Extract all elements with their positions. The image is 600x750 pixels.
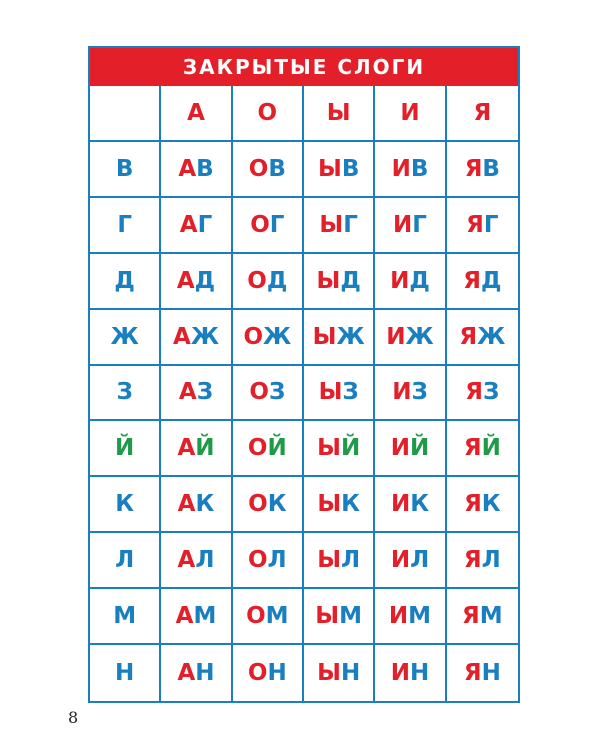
syllable-vowel: А bbox=[176, 267, 195, 294]
syllable-vowel: А bbox=[177, 547, 196, 574]
consonant-cell bbox=[90, 589, 161, 645]
table-title: ЗАКРЫТЫЕ СЛОГИ bbox=[90, 48, 518, 86]
syllable-cell bbox=[304, 421, 375, 477]
syllable-consonant: Л bbox=[341, 547, 361, 574]
syllable-consonant: К bbox=[481, 491, 501, 518]
syllable-cell bbox=[304, 645, 375, 701]
syllable-consonant: М bbox=[479, 603, 503, 630]
syllable-vowel: О bbox=[246, 603, 266, 630]
syllable-cell bbox=[447, 421, 518, 477]
syllable-cell bbox=[447, 198, 518, 254]
vowel-header-cell bbox=[233, 86, 304, 142]
syllable-consonant: Й bbox=[267, 435, 287, 462]
syllable-cell bbox=[233, 198, 304, 254]
vowel-header-cell bbox=[447, 86, 518, 142]
syllable-vowel: Я bbox=[463, 435, 482, 462]
syllable-vowel: Ы bbox=[312, 323, 337, 350]
syllable-consonant: Л bbox=[410, 547, 430, 574]
syllable-cell bbox=[375, 366, 446, 422]
syllable-consonant: Ж bbox=[190, 323, 219, 350]
syllable-vowel: Ы bbox=[316, 267, 341, 294]
syllable-consonant: Й bbox=[409, 435, 430, 462]
syllable-vowel: А bbox=[177, 660, 196, 687]
syllable-cell bbox=[375, 198, 446, 254]
syllable-cell bbox=[233, 645, 304, 701]
syllable-cell bbox=[161, 366, 232, 422]
syllable-vowel: А bbox=[173, 323, 191, 350]
syllable-consonant: Й bbox=[340, 435, 361, 462]
syllable-consonant: В bbox=[196, 155, 214, 182]
syllable-cell bbox=[304, 198, 375, 254]
syllable-cell bbox=[447, 589, 518, 645]
vowel-letter: О bbox=[257, 99, 278, 126]
syllable-cell bbox=[233, 477, 304, 533]
syllable-vowel: Я bbox=[463, 267, 481, 294]
consonant-cell bbox=[90, 198, 161, 254]
syllable-vowel: И bbox=[390, 435, 410, 462]
syllable-cell bbox=[233, 254, 304, 310]
consonant-cell bbox=[90, 254, 161, 310]
consonant-letter: Й bbox=[115, 435, 135, 462]
syllable-consonant: Й bbox=[481, 435, 501, 462]
syllable-consonant: Д bbox=[340, 267, 361, 294]
syllable-vowel: И bbox=[386, 323, 406, 350]
syllable-vowel: И bbox=[392, 379, 412, 406]
vowel-letter: Я bbox=[473, 99, 492, 126]
syllable-cell bbox=[233, 533, 304, 589]
syllable-vowel: О bbox=[249, 379, 269, 406]
consonant-letter: Д bbox=[114, 267, 135, 294]
syllable-cell bbox=[161, 421, 232, 477]
syllable-vowel: А bbox=[179, 211, 198, 238]
syllable-vowel: О bbox=[248, 155, 269, 182]
syllable-consonant: З bbox=[342, 379, 359, 406]
consonant-letter: Ж bbox=[110, 323, 139, 350]
syllable-vowel: Я bbox=[466, 211, 484, 238]
corner-cell bbox=[90, 86, 161, 142]
syllable-consonant: Н bbox=[409, 660, 430, 687]
syllable-cell bbox=[447, 533, 518, 589]
syllable-cell bbox=[375, 421, 446, 477]
syllable-cell bbox=[233, 310, 304, 366]
syllable-consonant: Д bbox=[194, 267, 216, 294]
syllable-vowel: А bbox=[178, 155, 197, 182]
syllable-consonant: Н bbox=[340, 660, 361, 687]
syllable-cell bbox=[161, 198, 232, 254]
syllable-vowel: И bbox=[388, 603, 409, 630]
syllable-vowel: Я bbox=[464, 155, 483, 182]
syllable-cell bbox=[304, 142, 375, 198]
vowel-letter: Ы bbox=[326, 99, 351, 126]
syllable-consonant: Ж bbox=[477, 323, 506, 350]
syllable-cell bbox=[161, 142, 232, 198]
syllable-consonant: Д bbox=[480, 267, 502, 294]
syllable-cell bbox=[304, 477, 375, 533]
syllable-consonant: Д bbox=[266, 267, 288, 294]
syllable-vowel: А bbox=[178, 379, 197, 406]
syllable-consonant: Л bbox=[195, 547, 215, 574]
syllable-vowel: Я bbox=[464, 491, 482, 518]
syllable-cell bbox=[233, 366, 304, 422]
syllable-vowel: А bbox=[177, 491, 196, 518]
syllable-vowel: О bbox=[243, 323, 264, 350]
syllable-vowel: О bbox=[247, 547, 268, 574]
syllable-consonant: К bbox=[267, 491, 287, 518]
syllable-consonant: Г bbox=[269, 211, 285, 238]
syllable-cell bbox=[375, 477, 446, 533]
syllable-consonant: З bbox=[268, 379, 286, 406]
syllable-consonant: М bbox=[193, 603, 217, 630]
syllable-consonant: М bbox=[339, 603, 363, 630]
consonant-cell bbox=[90, 477, 161, 533]
syllable-consonant: Д bbox=[409, 267, 430, 294]
vowel-letter: И bbox=[400, 99, 420, 126]
syllable-cell bbox=[447, 310, 518, 366]
syllable-vowel: И bbox=[393, 211, 413, 238]
syllable-consonant: З bbox=[196, 379, 214, 406]
consonant-cell bbox=[90, 142, 161, 198]
consonant-letter: К bbox=[115, 491, 135, 518]
syllable-cell bbox=[447, 366, 518, 422]
syllable-cell bbox=[304, 533, 375, 589]
syllable-consonant: Ж bbox=[263, 323, 292, 350]
consonant-cell bbox=[90, 645, 161, 701]
consonant-cell bbox=[90, 310, 161, 366]
syllable-vowel: Ы bbox=[315, 603, 340, 630]
consonant-letter: В bbox=[115, 155, 134, 182]
syllable-vowel: Я bbox=[462, 603, 480, 630]
vowel-header-cell bbox=[304, 86, 375, 142]
syllable-vowel: О bbox=[250, 211, 270, 238]
syllable-cell bbox=[233, 589, 304, 645]
syllable-cell bbox=[375, 254, 446, 310]
syllable-vowel: Ы bbox=[317, 155, 342, 182]
consonant-cell bbox=[90, 533, 161, 589]
syllable-vowel: А bbox=[175, 603, 194, 630]
syllable-vowel: О bbox=[247, 435, 268, 462]
syllable-vowel: И bbox=[390, 491, 411, 518]
vowel-header-cell bbox=[375, 86, 446, 142]
vowel-letter: А bbox=[187, 99, 205, 126]
syllable-consonant: Ж bbox=[405, 323, 434, 350]
syllable-cell bbox=[447, 254, 518, 310]
syllable-table bbox=[88, 46, 520, 703]
syllable-vowel: И bbox=[391, 155, 411, 182]
syllable-cell bbox=[375, 645, 446, 701]
syllable-vowel: И bbox=[390, 267, 410, 294]
syllable-cell bbox=[375, 533, 446, 589]
syllable-cell bbox=[161, 645, 232, 701]
syllable-consonant: З bbox=[483, 379, 500, 406]
syllable-cell bbox=[375, 589, 446, 645]
page-number: 8 bbox=[68, 708, 79, 727]
syllable-consonant: Н bbox=[481, 660, 501, 687]
consonant-cell bbox=[90, 421, 161, 477]
syllable-vowel: О bbox=[247, 267, 267, 294]
consonant-letter: Л bbox=[115, 547, 135, 574]
syllable-consonant: З bbox=[411, 379, 428, 406]
syllable-vowel: Ы bbox=[317, 435, 341, 462]
syllable-cell bbox=[161, 310, 232, 366]
consonant-cell bbox=[90, 366, 161, 422]
syllable-consonant: Ж bbox=[336, 323, 365, 350]
syllable-consonant: Н bbox=[195, 660, 215, 687]
syllable-cell bbox=[233, 421, 304, 477]
syllable-vowel: Я bbox=[459, 323, 478, 350]
syllable-vowel: О bbox=[247, 660, 268, 687]
syllable-cell bbox=[304, 310, 375, 366]
syllable-cell bbox=[304, 366, 375, 422]
syllable-vowel: Ы bbox=[318, 379, 343, 406]
syllable-cell bbox=[161, 589, 232, 645]
syllable-cell bbox=[161, 533, 232, 589]
syllable-consonant: М bbox=[265, 603, 289, 630]
syllable-vowel: Ы bbox=[317, 547, 342, 574]
syllable-consonant: К bbox=[341, 491, 360, 518]
syllable-consonant: Г bbox=[343, 211, 358, 238]
syllable-consonant: К bbox=[410, 491, 430, 518]
syllable-vowel: И bbox=[390, 547, 411, 574]
syllable-vowel: Ы bbox=[317, 660, 341, 687]
syllable-consonant: Н bbox=[267, 660, 287, 687]
consonant-letter: М bbox=[113, 603, 137, 630]
vowel-header-cell bbox=[161, 86, 232, 142]
syllable-vowel: Ы bbox=[317, 491, 342, 518]
consonant-letter: Н bbox=[115, 660, 135, 687]
syllable-cell bbox=[161, 254, 232, 310]
syllable-consonant: Л bbox=[267, 547, 287, 574]
syllable-consonant: В bbox=[482, 155, 500, 182]
syllable-consonant: В bbox=[268, 155, 286, 182]
syllable-cell bbox=[304, 254, 375, 310]
syllable-vowel: Я bbox=[463, 547, 482, 574]
syllable-grid bbox=[90, 86, 518, 701]
syllable-cell bbox=[233, 142, 304, 198]
syllable-vowel: А bbox=[177, 435, 196, 462]
syllable-consonant: К bbox=[195, 491, 215, 518]
syllable-cell bbox=[447, 645, 518, 701]
syllable-cell bbox=[375, 310, 446, 366]
syllable-cell bbox=[447, 142, 518, 198]
syllable-consonant: Г bbox=[412, 211, 427, 238]
syllable-consonant: Г bbox=[483, 211, 499, 238]
syllable-cell bbox=[375, 142, 446, 198]
syllable-vowel: О bbox=[248, 491, 268, 518]
syllable-consonant: М bbox=[408, 603, 432, 630]
syllable-cell bbox=[447, 477, 518, 533]
syllable-cell bbox=[304, 589, 375, 645]
consonant-letter: З bbox=[116, 379, 133, 406]
syllable-consonant: В bbox=[341, 155, 360, 182]
syllable-vowel: Ы bbox=[319, 211, 344, 238]
syllable-vowel: И bbox=[390, 660, 410, 687]
syllable-consonant: Л bbox=[481, 547, 501, 574]
syllable-cell bbox=[161, 477, 232, 533]
syllable-vowel: Я bbox=[465, 379, 484, 406]
syllable-consonant: Й bbox=[195, 435, 215, 462]
syllable-consonant: В bbox=[410, 155, 429, 182]
consonant-letter: Г bbox=[117, 211, 132, 238]
syllable-vowel: Я bbox=[463, 660, 482, 687]
syllable-consonant: Г bbox=[197, 211, 213, 238]
